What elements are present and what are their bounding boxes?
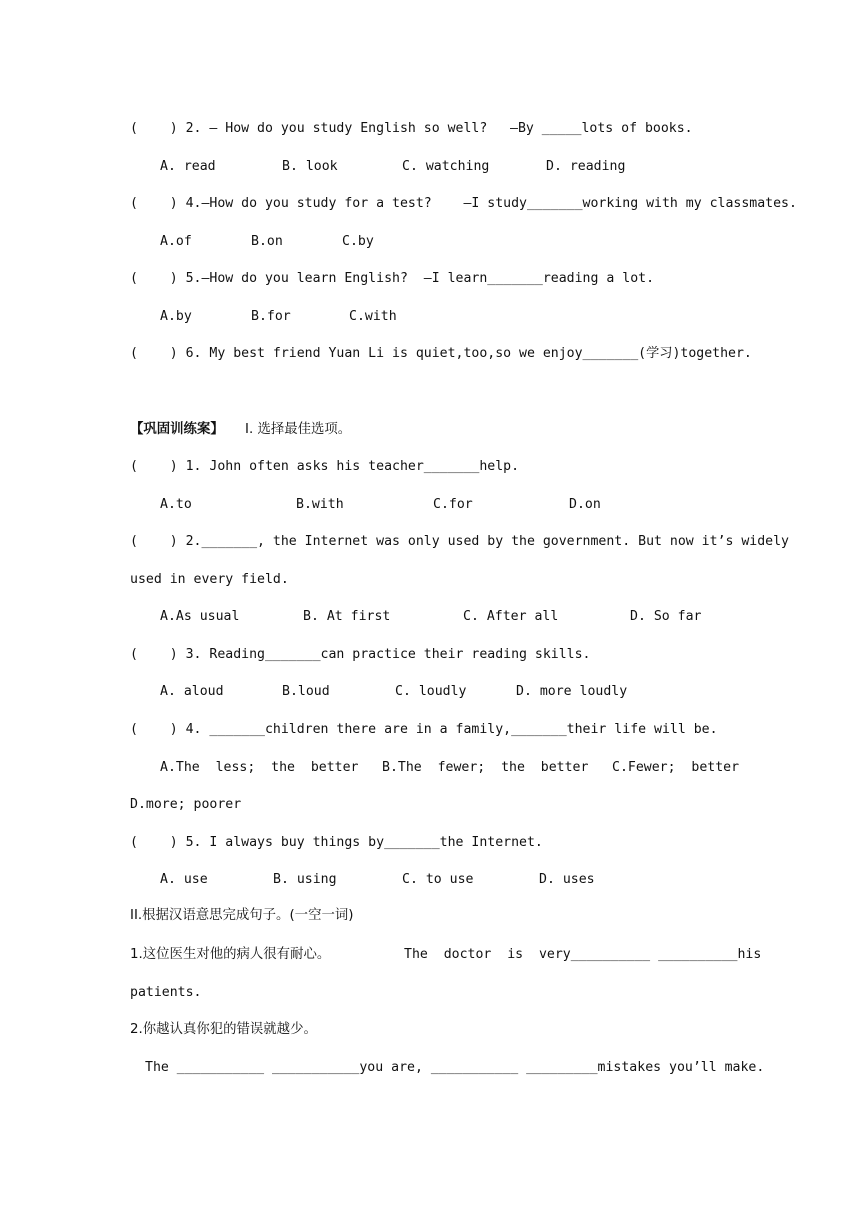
exercise-1-options [0,494,860,516]
translation-1-line [0,944,860,966]
question-5-options-part-1: A.by [160,309,192,324]
question-5-options [0,306,860,328]
exercise-1-options-part-2: B.with [296,497,344,512]
exercise-2-options-part-4: D. So far [630,609,702,624]
exercise-3-line [0,644,860,666]
exercise-3-line-part-1: ( ) 3. Reading_______can practice their reading skills. [130,647,591,662]
question-6-line-part-1: ( ) 6. My best friend Yuan Li is quiet,too,so we enjoy_______(学习)together. [130,346,752,361]
section-2-heading-part-1: II.根据汉语意思完成句子。(一空一词) [130,908,354,923]
exercise-4-line-part-1: ( ) 4. _______children there are in a family,_______their life will be. [130,722,718,737]
exercise-4-options-part-3: C.Fewer; better [612,760,740,775]
question-2-line [0,118,860,140]
translation-2-english-part-1: The ___________ ___________you are, ___________ _________mistakes you’ll make. [145,1060,765,1075]
question-2-options-part-3: C. watching [402,159,490,174]
question-5-options-part-2: B.for [251,309,291,324]
section-heading [0,419,860,441]
question-2-options-part-1: A. read [160,159,216,174]
exercise-3-options-part-2: B.loud [282,684,330,699]
exercise-5-options-part-4: D. uses [539,872,595,887]
exercise-3-options-part-4: D. more loudly [516,684,628,699]
translation-1-continued [0,982,860,1004]
question-2-options [0,156,860,178]
exercise-2-continued-part-1: used in every field. [130,572,289,587]
question-4-options [0,231,860,253]
translation-2-line [0,1019,860,1041]
exercise-3-options-part-1: A. aloud [160,684,224,699]
question-5-line [0,268,860,290]
question-4-line [0,193,860,215]
exercise-1-options-part-1: A.to [160,497,192,512]
translation-1-line-part-2: The doctor is very__________ __________his [404,947,762,962]
exercise-1-options-part-4: D.on [569,497,601,512]
question-6-line [0,343,860,365]
exercise-1-options-part-3: C.for [433,497,473,512]
section-2-heading [0,905,860,927]
translation-2-english [0,1057,860,1079]
exercise-2-options-part-3: C. After all [463,609,559,624]
section-heading-part-1: 【巩固训练案】 [130,422,224,437]
exercise-5-line-part-1: ( ) 5. I always buy things by_______the Internet. [130,835,543,850]
exercise-4-options-continued-part-1: D.more; poorer [130,797,242,812]
exercise-4-options-part-1: A.The less; the better [160,760,359,775]
exercise-5-options [0,869,860,891]
question-2-line-part-1: ( ) 2. — How do you study English so well? [130,121,488,136]
exercise-4-line [0,719,860,741]
exercise-4-options-continued [0,794,860,816]
exercise-1-line [0,456,860,478]
exercise-4-options [0,757,860,779]
exercise-2-line [0,531,860,553]
translation-1-line-part-1: 1.这位医生对他的病人很有耐心。 [130,947,331,962]
exercise-4-options-part-2: B.The fewer; the better [382,760,589,775]
exercise-2-continued [0,569,860,591]
exercise-2-line-part-1: ( ) 2._______, the Internet was only used by the government. But now it’s widely [130,534,789,549]
exercise-3-options-part-3: C. loudly [395,684,467,699]
exercise-2-options [0,606,860,628]
question-4-line-part-1: ( ) 4.—How do you study for a test? —I study_______working with my classmates. [130,196,797,211]
question-4-options-part-3: C.by [342,234,374,249]
question-5-line-part-1: ( ) 5.—How do you learn English? —I learn_______reading a lot. [130,271,655,286]
question-4-options-part-2: B.on [251,234,283,249]
exercise-3-options [0,681,860,703]
exercise-5-options-part-1: A. use [160,872,208,887]
section-heading-part-2: I. 选择最佳选项。 [245,422,352,437]
exercise-5-line [0,832,860,854]
exercise-5-options-part-2: B. using [273,872,337,887]
question-2-options-part-2: B. look [282,159,338,174]
translation-2-line-part-1: 2.你越认真你犯的错误就越少。 [130,1022,317,1037]
question-2-line-part-2: —By _____lots of books. [510,121,693,136]
question-2-options-part-4: D. reading [546,159,626,174]
exercise-2-options-part-2: B. At first [303,609,391,624]
question-5-options-part-3: C.with [349,309,397,324]
exercise-1-line-part-1: ( ) 1. John often asks his teacher_______help. [130,459,520,474]
exercise-5-options-part-3: C. to use [402,872,474,887]
exercise-2-options-part-1: A.As usual [160,609,240,624]
question-4-options-part-1: A.of [160,234,192,249]
translation-1-continued-part-1: patients. [130,985,202,1000]
